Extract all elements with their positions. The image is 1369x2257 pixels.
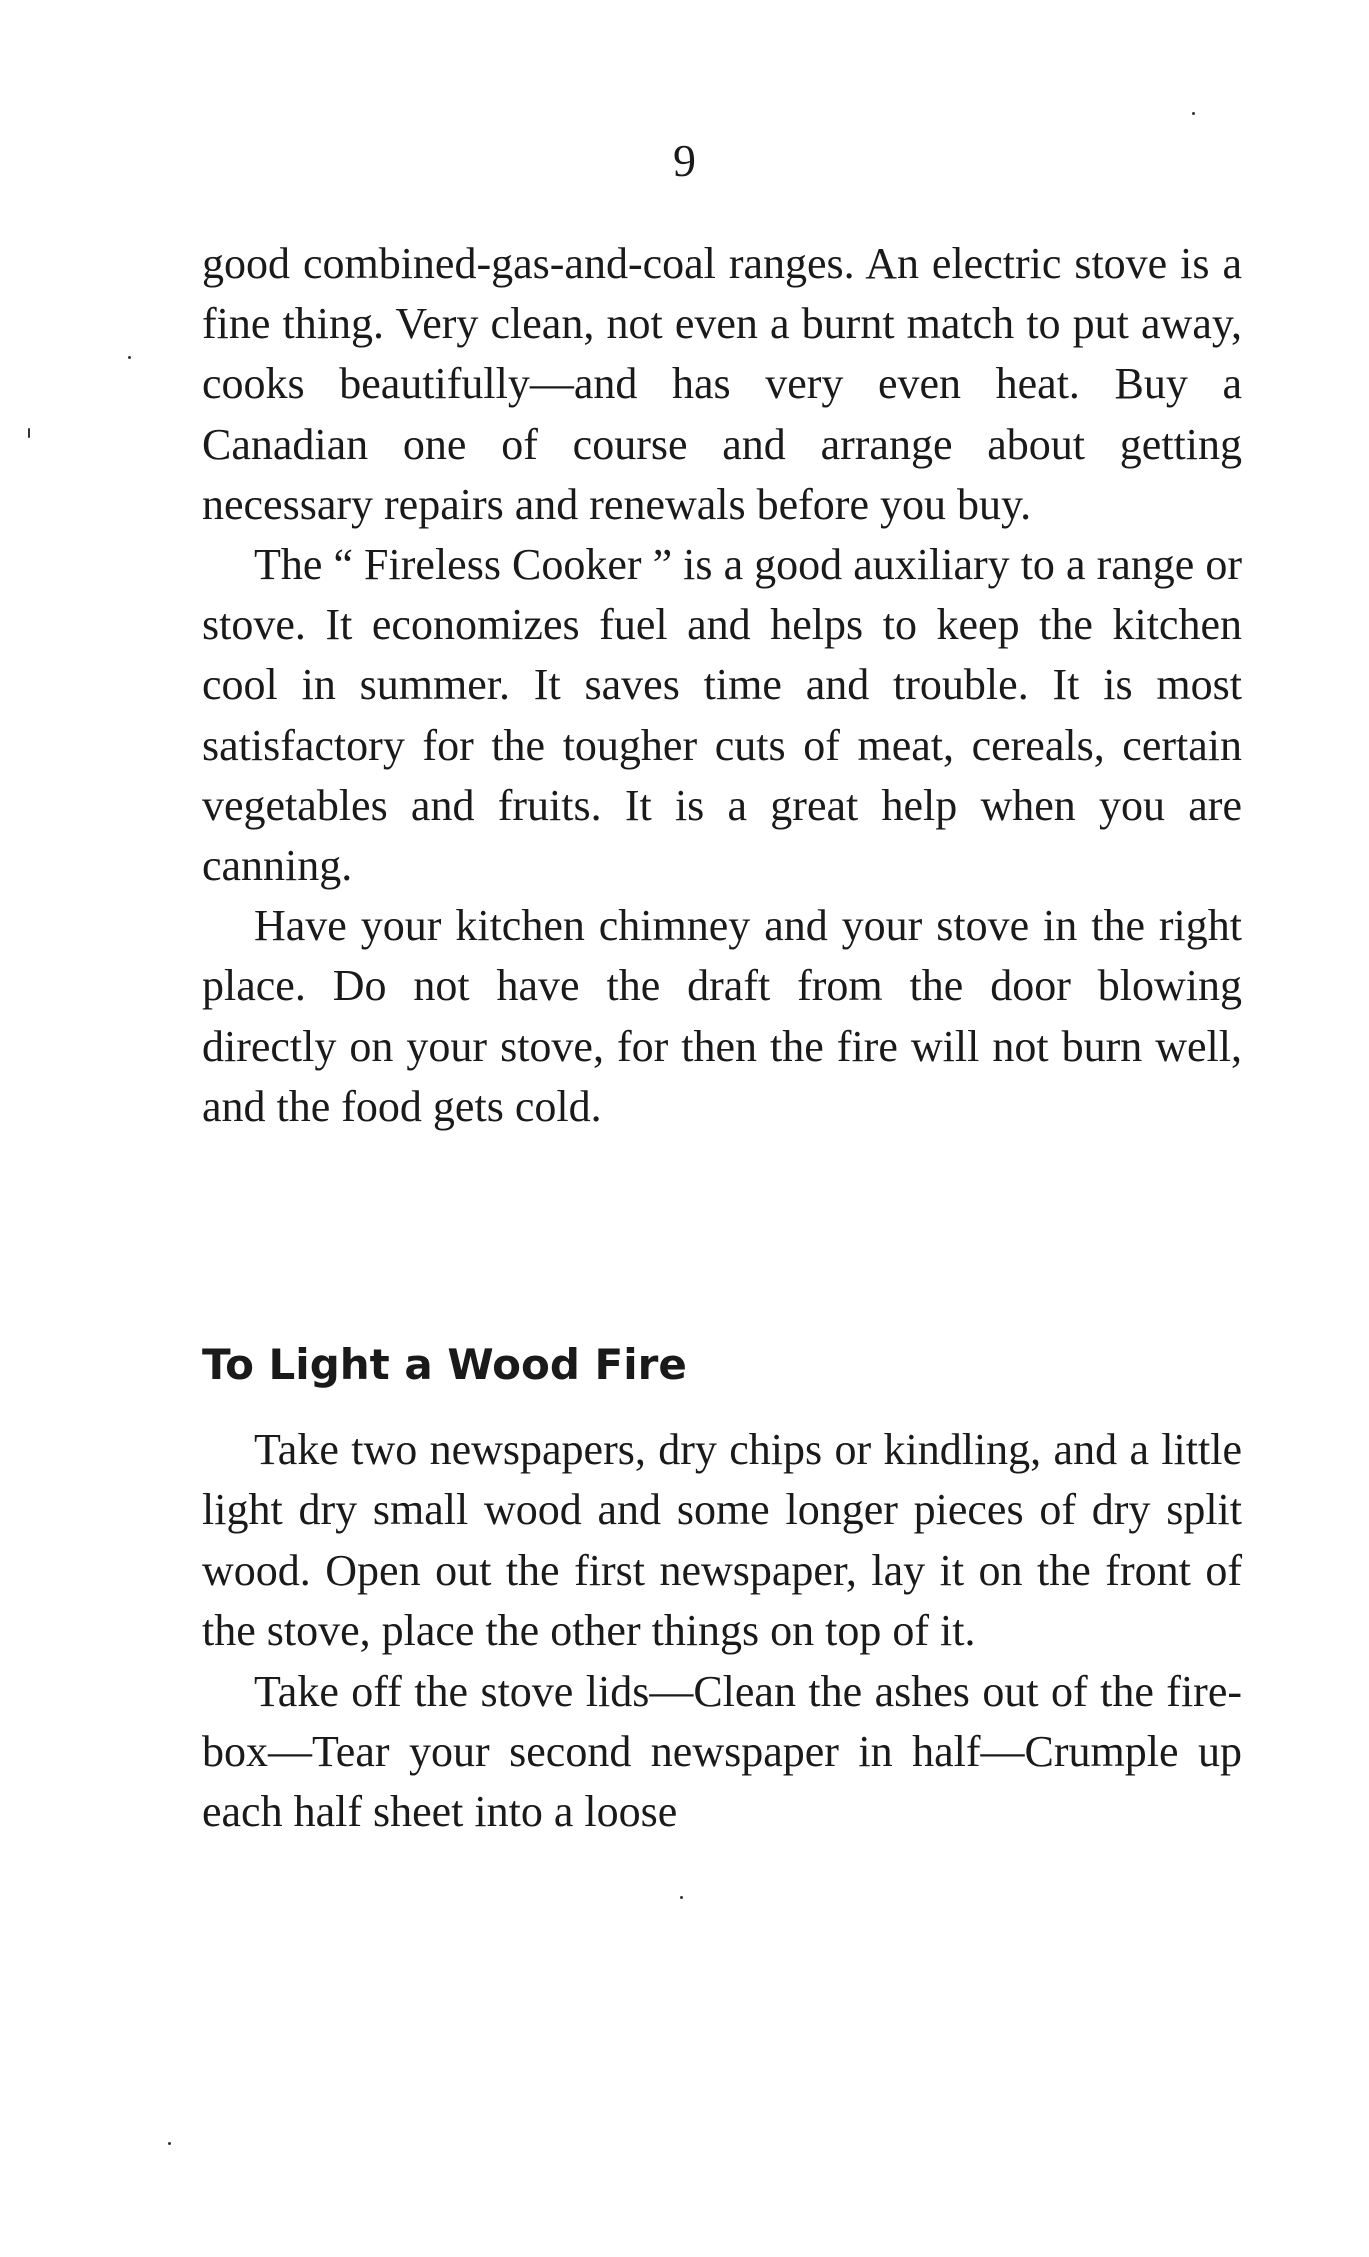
paragraph-materials: Take two newspapers, dry chips or kindling, and a little light dry small wood and some longer pieces of dry split wood. Open out the first newspaper, lay it on the front of the stove, place the other things on top of it. — [202, 1425, 1242, 1656]
paragraph-stoves: good combined-gas-and-coal ranges. An electric stove is a fine thing. Very clean, not even a burnt match to put away, cooks beautifully—and has very even heat. Buy a Canadian one of course and arrange about getting necessary repairs and renewals before you buy. — [202, 239, 1242, 529]
paragraph-chimney: Have your kitchen chimney and your stove in the right place. Do not have the draft from the door blowing directly on your stove, for then the fire will not burn well, and the food gets cold. — [202, 901, 1242, 1131]
paragraph-steps: Take off the stove lids—Clean the ashes out of the fire-box—Tear your second newspaper in half—Crumple up each half sheet into a loose — [202, 1666, 1242, 1837]
body-text-bottom — [202, 1420, 1242, 1843]
scan-speck — [680, 1896, 683, 1899]
scan-speck — [1192, 112, 1195, 115]
scan-speck — [168, 2142, 171, 2145]
paragraph-fireless-cooker: The “ Fireless Cooker ” is a good auxiliary to a range or stove. It economizes fuel and helps to keep the kitchen cool in summer. It saves time and trouble. It is most satisfactory for the tougher cuts of meat, cereals, certain vegetables and fruits. It is a great help when you are canning. — [202, 540, 1242, 891]
section-heading: To Light a Wood Fire — [202, 1340, 687, 1389]
scan-speck — [128, 356, 131, 359]
page-number: 9 — [673, 135, 696, 186]
scan-speck — [28, 428, 30, 438]
body-text-top — [202, 234, 1242, 1137]
